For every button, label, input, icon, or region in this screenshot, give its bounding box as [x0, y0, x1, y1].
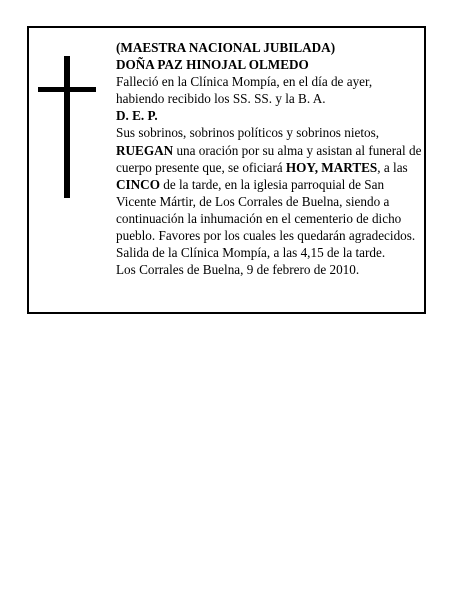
funeral-time: CINCO — [116, 176, 160, 192]
obituary-notice — [27, 26, 426, 314]
deceased-name: DOÑA PAZ HINOJAL OLMEDO — [116, 57, 309, 73]
funeral-day: HOY, MARTES — [285, 159, 378, 175]
notice-text — [116, 39, 422, 278]
cross-vertical-bar — [64, 56, 70, 198]
death-announcement: Falleció en la Clínica Mompía, en el día de ayer, habiendo recibido los SS. SS. y la B. A. — [116, 74, 373, 107]
cross-horizontal-bar — [38, 87, 96, 92]
rest-in-peace: D. E. P. — [116, 108, 158, 124]
request-text-3: de la tarde, en la iglesia parroquial de San Vicente Mártir, de Los Corrales de Buelna, siendo a continuación la inhumación en el cementerio de dicho pueblo. Favores por los cuales les quedarán agradecidos. Salida de la Clínica Mompía, a las 4,15 de la tarde. — [116, 176, 416, 261]
family-line: Sus sobrinos, sobrinos políticos y sobrinos nietos, — [116, 125, 380, 141]
request-text-1: una oración por su alma y asistan al funeral de cuerpo presente que, se oficiará — [116, 142, 422, 175]
request-verb: RUEGAN — [116, 142, 174, 158]
place-date: Los Corrales de Buelna, 9 de febrero de 2010. — [116, 262, 360, 278]
cross-icon — [38, 56, 96, 198]
notice-title: (MAESTRA NACIONAL JUBILADA) — [116, 40, 336, 55]
funeral-request — [116, 142, 422, 262]
request-text-2: , a las — [377, 159, 408, 175]
